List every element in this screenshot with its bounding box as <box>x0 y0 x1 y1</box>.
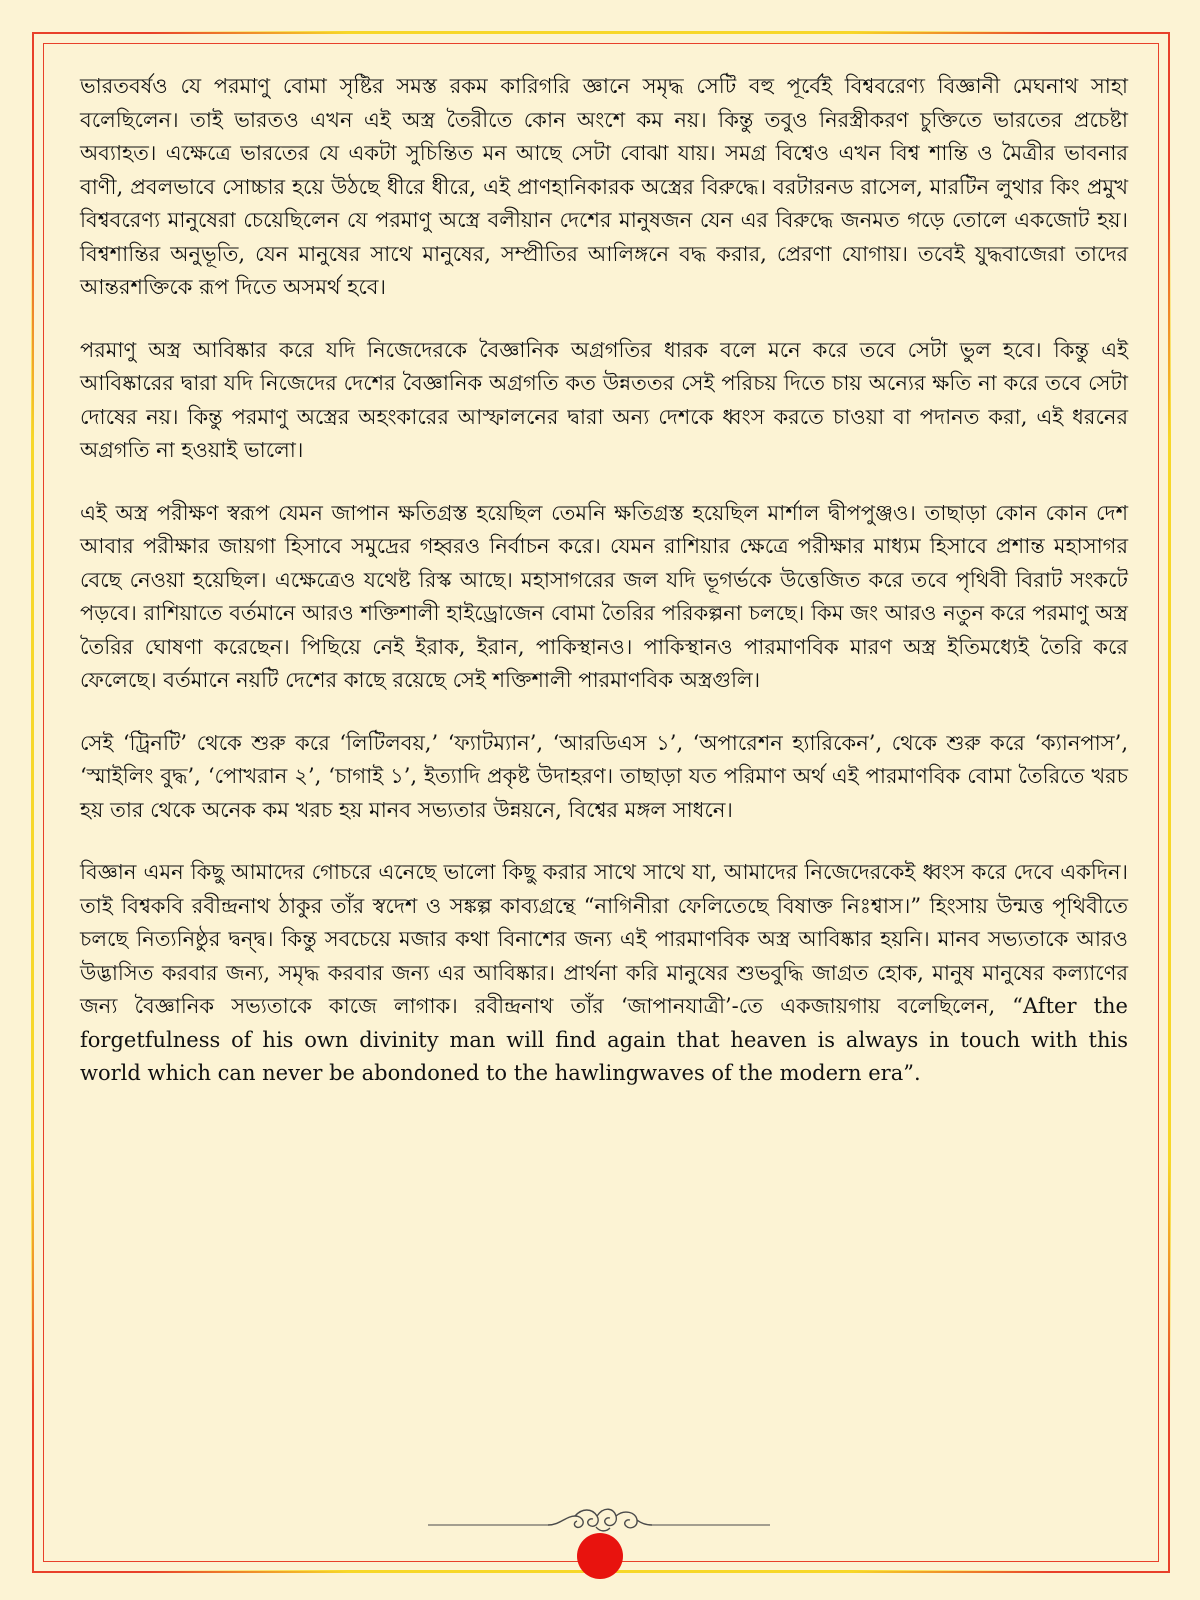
paragraph-1: ভারতবর্ষও যে পরমাণু বোমা সৃষ্টির সমস্ত রকম কারিগরি জ্ঞানে সমৃদ্ধ সেটি বহু পূর্বেই বিশ্ববরেণ্য বিজ্ঞানী মেঘনাথ সাহা বলেছিলেন। তাই ভারতও এখন এই অস্ত্র তৈরীতে কোন অংশে কম নয়। কিন্তু তবুও নিরস্ত্রীকরণ চুক্তিতে ভারতের প্রচেষ্টা অব্যাহত। এক্ষেত্রে ভারতের যে একটা সুচিন্তিত মন আছে সেটা বোঝা যায়। সমগ্র বিশ্বেও এখন বিশ্ব শান্তি ও মৈত্রীর ভাবনার বাণী, প্রবলভাবে সোচ্চার হয়ে উঠছে ধীরে ধীরে, এই প্রাণহানিকারক অস্ত্রের বিরুদ্ধে। বরটারনড রাসেল, মারটিন লুথার কিং প্রমুখ বিশ্ববরেণ্য মানুষেরা চেয়েছিলেন যে পরমাণু অস্ত্রে বলীয়ান দেশের মানুষজন যেন এর বিরুদ্ধে জনমত গড়ে তোলে একজোট হয়। বিশ্বশান্তির অনুভূতি, যেন মানুষের সাথে মানুষের, সম্প্রীতির আলিঙ্গনে বদ্ধ করার, প্রেরণা যোগায়। তবেই যুদ্ধবাজেরা তাদের আন্তরশক্তিকে রূপ দিতে অসমর্থ হবে। <box>80 74 1128 299</box>
footer-ornament <box>0 1500 1200 1600</box>
paragraph-2: পরমাণু অস্ত্র আবিষ্কার করে যদি নিজেদেরকে বৈজ্ঞানিক অগ্রগতির ধারক বলে মনে করে তবে সেটা ভুল হবে। কিন্তু এই আবিষ্কারের দ্বারা যদি নিজেদের দেশের বৈজ্ঞানিক অগ্রগতি কত উন্নততর সেই পরিচয় দিতে চায় অন্যের ক্ষতি না করে তবে সেটা দোষের নয়। কিন্তু পরমাণু অস্ত্রের অহংকারের আস্ফালনের দ্বারা অন্য দেশকে ধ্বংস করতে চাওয়া বা পদানত করা, এই ধরনের অগ্রগতি না হওয়াই ভালো। <box>80 337 1128 462</box>
paragraph-4: সেই ‘ট্রিনটি’ থেকে শুরু করে ‘লিটিলবয়,’ ‘ফ্যাটম্যান’, ‘আরডিএস ১’, ‘অপারেশন হ্যারিকেন’, থেকে শুরু করে ‘ক্যানপাস’, ‘স্মাইলিং বুদ্ধ’, ‘পোখরান ২’, ‘চাগাই ১’, ইত্যাদি প্রকৃষ্ট উদাহরণ। তাছাড়া যত পরিমাণ অর্থ এই পারমাণবিক বোমা তৈরিতে খরচ হয় তার থেকে অনেক কম খরচ হয় মানব সভ্যতার উন্নয়নে, বিশ্বের মঙ্গল সাধনে। <box>80 730 1128 822</box>
border-gold-highlight-top <box>150 31 1050 34</box>
border-gold-highlight-left <box>31 200 34 1400</box>
paragraph-3: এই অস্ত্র পরীক্ষণ স্বরূপ যেমন জাপান ক্ষতিগ্রস্ত হয়েছিল তেমনি ক্ষতিগ্রস্ত হয়েছিল মার্শাল দ্বীপপুঞ্জও। তাছাড়া কোন কোন দেশ আবার পরীক্ষার জায়গা হিসাবে সমুদ্রের গহ্বরও নির্বাচন করে। যেমন রাশিয়ার ক্ষেত্রে পরীক্ষার মাধ্যম হিসাবে প্রশান্ত মহাসাগর বেছে নেওয়া হয়েছিল। এক্ষেত্রেও যথেষ্ট রিস্ক আছে। মহাসাগরের জল যদি ভূগর্ভকে উত্তেজিত করে তবে পৃথিবী বিরাট সংকটে পড়বে। রাশিয়াতে বর্তমানে আরও শক্তিশালী হাইড্রোজেন বোমা তৈরির পরিকল্পনা চলছে। কিম জং আরও নতুন করে পরমাণু অস্ত্র তৈরির ঘোষণা করেছেন। পিছিয়ে নেই ইরাক, ইরান, পাকিস্থানও। পাকিস্থানও পারমাণবিক মারণ অস্ত্র ইতিমধ্যেই তৈরি করে ফেলেছে। বর্তমানে নয়টি দেশের কাছে রয়েছে সেই শক্তিশালী পারমাণবিক অস্ত্রগুলি। <box>80 500 1128 692</box>
scroll-flourish-icon <box>548 1509 652 1531</box>
paragraph-5: বিজ্ঞান এমন কিছু আমাদের গোচরে এনেছে ভালো কিছু করার সাথে সাথে যা, আমাদের নিজেদেরকেই ধ্বংস করে দেবে একদিন। তাই বিশ্বকবি রবীন্দ্রনাথ ঠাকুর তাঁর স্বদেশ ও সঙ্কল্প কাব্যগ্রন্থে “নাগিনীরা ফেলিতেছে বিষাক্ত নিঃশ্বাস।” হিংসায় উন্মত্ত পৃথিবীতে চলছে নিত্যনিষ্ঠুর দ্বন্দ্ব। কিন্তু সবচেয়ে মজার কথা বিনাশের জন্য এই পারমাণবিক অস্ত্র আবিষ্কার হয়নি। মানব সভ্যতাকে আরও উদ্ভাসিত করবার জন্য, সমৃদ্ধ করবার জন্য এর আবিষ্কার। প্রার্থনা করি মানুষের শুভবুদ্ধি জাগ্রত হোক, মানুষ মানুষের কল্যাণের জন্য বৈজ্ঞানিক সভ্যতাকে কাজে লাগাক। রবীন্দ্রনাথ তাঁর ‘জাপানযাত্রী’-তে একজায়গায় বলেছিলেন, “After the forgetfulness of his own divinity man will find again that heaven is always in touch with this world which can never be abondoned to the hawlingwaves of the modern era”. <box>80 860 1128 1085</box>
article-body <box>80 70 1128 1091</box>
red-seal-dot <box>577 1533 623 1579</box>
border-gold-highlight-right <box>1168 200 1171 1400</box>
